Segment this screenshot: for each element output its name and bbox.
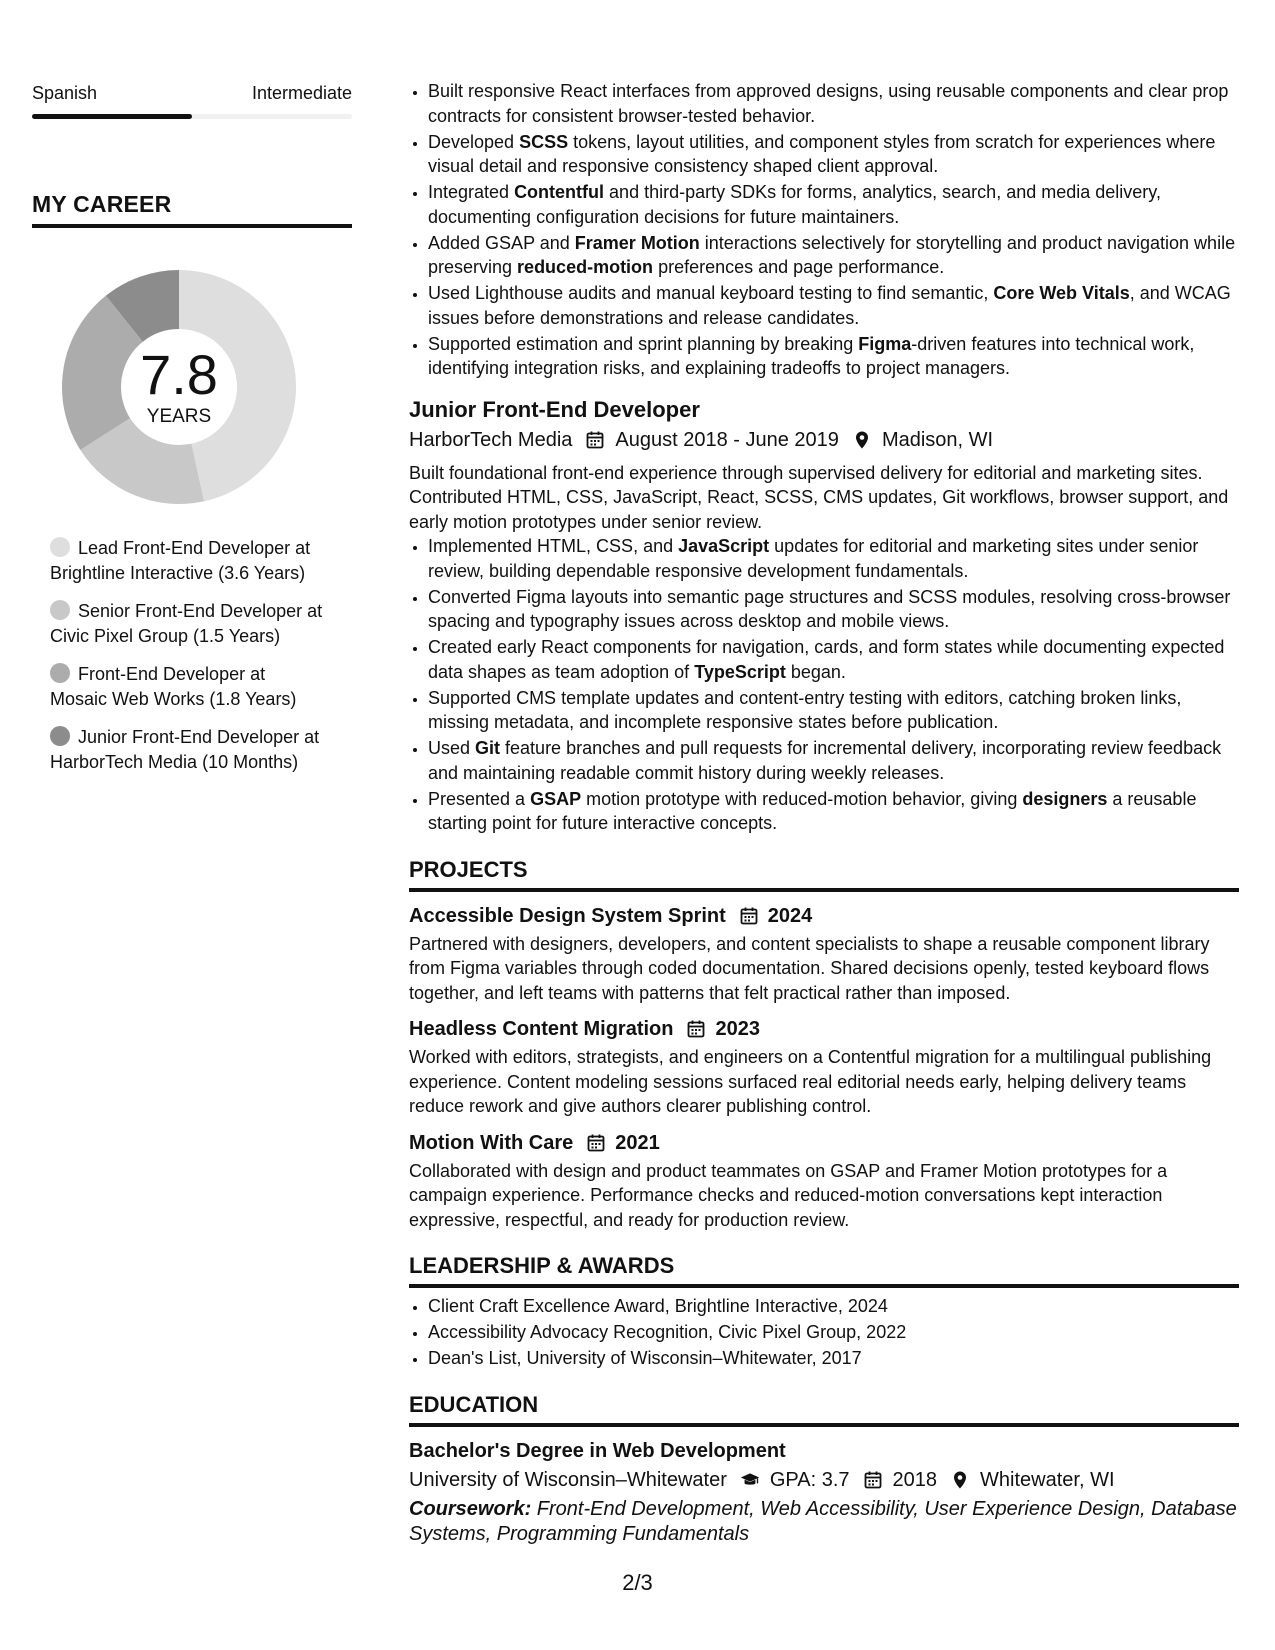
- bullet-keyword: Figma: [858, 333, 912, 354]
- bullet-text: feature branches and pull requests for incremental delivery, incorporating review feedback and maintaining readable commit history during weekly releases.: [428, 738, 1222, 783]
- legend-dot: [50, 726, 70, 746]
- legend-item: [50, 725, 325, 775]
- bullet-text: Added GSAP and: [428, 232, 575, 253]
- junior-job-bullets: [409, 534, 1239, 836]
- project-year: 2021: [615, 1131, 660, 1154]
- bullet-text: Developed: [428, 131, 520, 152]
- project-year: 2023: [715, 1018, 760, 1040]
- bullet-keyword: Framer Motion: [574, 232, 700, 253]
- list-item: • Client Craft Excellence Award, Brightline Interactive, 2024: [428, 1294, 1239, 1319]
- career-total-unit: YEARS: [146, 406, 212, 427]
- previous-job-bullets: [409, 79, 1239, 381]
- bullet-text: , and WCAG issues before demonstrations and release candidates.: [428, 283, 1231, 328]
- bullet-text: Implemented HTML, CSS, and: [428, 536, 679, 556]
- legend-label: Lead Front-End Developer at Brightline Interactive (3.6 Years): [50, 538, 311, 583]
- main-content: [409, 79, 1239, 1547]
- job-dates: August 2018 - June 2019: [615, 428, 839, 451]
- bullet-keyword: JavaScript: [678, 536, 770, 556]
- project-title: [409, 1015, 1239, 1043]
- calendar-icon: [685, 1018, 707, 1040]
- bullet-text: began.: [785, 661, 846, 682]
- career-legend: [32, 536, 352, 775]
- legend-label: Senior Front-End Developer at Civic Pixel Group (1.5 Years): [50, 601, 323, 646]
- list-item: [428, 585, 1239, 634]
- coursework-list: Front-End Development, Web Accessibility, User Experience Design, Database Systems, Programming Fundamentals: [409, 1497, 1237, 1545]
- bullet-keyword: reduced-motion: [517, 257, 654, 277]
- bullet-text: Supported CMS template updates and content-entry testing with editors, catching broken links, missing metadata, and incomplete responsive states before publication.: [428, 687, 1182, 732]
- calendar-icon: [738, 905, 760, 927]
- list-item: [428, 534, 1239, 583]
- language-proficiency-bar: [32, 114, 352, 119]
- bullet-text: Built responsive React interfaces from approved designs, using reusable components and clear prop contracts for consistent browser-tested behavior.: [428, 81, 1229, 126]
- list-item: • Accessibility Advocacy Recognition, Civic Pixel Group, 2022: [428, 1320, 1239, 1345]
- bullet-text: Created early React components for navigation, cards, and form states while documenting expected data shapes as team adoption of: [428, 637, 1225, 682]
- legend-item: [50, 536, 325, 586]
- bullet-text: tokens, layout utilities, and component styles from scratch for experiences where visual detail and responsive consistency shaped client approval.: [428, 131, 1216, 176]
- map-pin-icon: [949, 1469, 971, 1491]
- job-title: Junior Front-End Developer: [409, 396, 700, 422]
- legend-item: [50, 662, 325, 712]
- job-meta: [409, 425, 1239, 455]
- bullet-text: interactions selectively for storytelling and product navigation while preserving: [428, 232, 1236, 277]
- bullet-keyword: Core Web Vitals: [993, 283, 1130, 303]
- list-item: [428, 635, 1239, 684]
- bullet-text: -driven features into technical work, identifying integration risks, and explaining tradeoffs to project managers.: [428, 333, 1195, 378]
- school-name: University of Wisconsin–Whitewater: [409, 1468, 727, 1491]
- list-item: [428, 686, 1239, 735]
- language-proficiency-fill: [32, 114, 192, 119]
- bullet-text: motion prototype with reduced-motion behavior, giving: [581, 788, 1023, 809]
- coursework: [409, 1497, 1239, 1547]
- list-item: • Dean's List, University of Wisconsin–Whitewater, 2017: [428, 1346, 1239, 1371]
- calendar-icon: [862, 1469, 884, 1491]
- bullet-keyword: Contentful: [514, 182, 605, 202]
- legend-dot: [50, 600, 70, 620]
- degree-title: Bachelor's Degree in Web Development: [409, 1439, 786, 1462]
- map-pin-icon: [851, 429, 873, 451]
- bullet-text: and third-party SDKs for forms, analytics, search, and media delivery, documenting configuration decisions for future maintainers.: [428, 182, 1161, 227]
- list-item: [428, 79, 1239, 128]
- bullet-text: Converted Figma layouts into semantic page structures and SCSS modules, resolving cross-browser spacing and typography issues across desktop and mobile views.: [428, 586, 1231, 631]
- bullet-keyword: SCSS: [519, 131, 569, 152]
- bullet-text: preferences and page performance.: [653, 257, 945, 277]
- career-total-value: 7.8: [140, 343, 218, 406]
- legend-label: Junior Front-End Developer at HarborTech Media (10 Months): [50, 727, 320, 772]
- bullet-keyword: TypeScript: [694, 661, 786, 682]
- awards-section-title: LEADERSHIP & AWARDS: [409, 1252, 1239, 1288]
- projects-section-title: PROJECTS: [409, 856, 1239, 892]
- bullet-keyword: Git: [475, 738, 501, 758]
- page-number: 2/3: [622, 1570, 653, 1595]
- project-year: 2024: [767, 904, 813, 927]
- education-meta: [409, 1465, 1239, 1495]
- project-name: Accessible Design System Sprint: [409, 904, 726, 927]
- bullet-text: updates for editorial and marketing sites under senior review, building dependable responsive development fundamentals.: [428, 536, 1199, 581]
- bullet-text: a reusable starting point for future interactive concepts.: [428, 788, 1197, 833]
- sidebar: [32, 80, 352, 788]
- career-section-title: MY CAREER: [32, 191, 352, 228]
- calendar-icon: [584, 429, 606, 451]
- calendar-icon: [585, 1132, 607, 1154]
- graduation-cap-icon: [739, 1469, 761, 1491]
- project-name: Motion With Care: [409, 1131, 574, 1154]
- bullet-text: Presented a: [428, 788, 531, 809]
- school-location: Whitewater, WI: [980, 1468, 1115, 1491]
- graduation-year: 2018: [892, 1468, 938, 1491]
- list-item: [428, 736, 1239, 785]
- project-description: Collaborated with design and product teammates on GSAP and Framer Motion prototypes for a campaign experience. Performance checks and reduced-motion conversations kept interaction expressive, respectful, and ready for production review.: [409, 1160, 1168, 1230]
- project-title: [409, 902, 1239, 930]
- legend-dot: [50, 663, 70, 683]
- project-description: Partnered with designers, developers, and content specialists to shape a reusable component library from Figma variables through coded documentation. Shared decisions openly, tested keyboard flows together, and left teams with patterns that felt practical rather than imposed.: [409, 933, 1210, 1003]
- list-item: [428, 231, 1239, 280]
- donut-center: [54, 262, 304, 512]
- list-item: [428, 281, 1239, 330]
- list-item: [428, 130, 1239, 179]
- bullet-text: Used: [428, 738, 476, 758]
- project-description: Worked with editors, strategists, and engineers on a Contentful migration for a multilingual publishing experience. Content modeling sessions surfaced real editorial needs early, helping delivery teams reduce rework and give authors clearer publishing control.: [409, 1047, 1212, 1116]
- project-title: [409, 1129, 1239, 1157]
- list-item: [428, 180, 1239, 229]
- education-section-title: EDUCATION: [409, 1391, 1239, 1427]
- language-name: Spanish: [32, 83, 98, 103]
- job-location: Madison, WI: [881, 428, 994, 451]
- language-level: Intermediate: [251, 83, 352, 103]
- legend-dot: [50, 537, 70, 557]
- list-item: [428, 332, 1239, 381]
- list-item: [428, 787, 1239, 836]
- bullet-text: Integrated: [428, 182, 515, 202]
- bullet-text: Supported estimation and sprint planning by breaking: [428, 333, 859, 354]
- bullet-keyword: GSAP: [530, 788, 582, 809]
- career-donut-chart: [54, 262, 304, 512]
- bullet-keyword: designers: [1022, 788, 1108, 809]
- language-row: [32, 80, 352, 106]
- job-description: Built foundational front-end experience through supervised delivery for editorial and marketing sites. Contributed HTML, CSS, JavaScript, React, SCSS, CMS updates, Git workflows, browser support, and early motion prototypes under senior review.: [409, 462, 1229, 532]
- project-name: Headless Content Migration: [409, 1018, 674, 1040]
- job-company: HarborTech Media: [409, 428, 573, 451]
- gpa: GPA: 3.7: [769, 1468, 850, 1491]
- coursework-label: Coursework:: [409, 1497, 532, 1520]
- legend-item: [50, 599, 325, 649]
- awards-list: [409, 1294, 1239, 1371]
- legend-label: Front-End Developer at Mosaic Web Works (1.8 Years): [50, 664, 297, 709]
- bullet-text: Used Lighthouse audits and manual keyboard testing to find semantic,: [428, 283, 994, 303]
